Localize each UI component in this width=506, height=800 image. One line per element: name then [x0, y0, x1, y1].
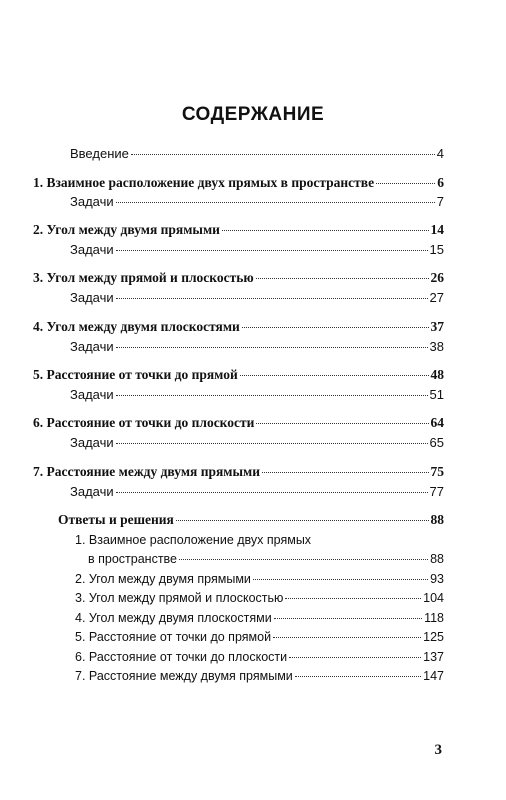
- toc-entry-label: 3. Угол между прямой и плоскостью: [75, 591, 284, 605]
- toc-entry: [70, 194, 444, 210]
- toc-leader-dots: [256, 278, 429, 279]
- toc-leader-dots: [116, 250, 428, 251]
- toc-leader-dots: [376, 183, 435, 184]
- toc-entry: [88, 551, 444, 567]
- toc-leader-dots: [116, 202, 435, 203]
- toc-entry-label: в пространстве: [88, 552, 177, 566]
- toc-entry: [75, 610, 444, 626]
- toc-entry-page: 77: [429, 484, 444, 499]
- toc-entry-page: 6: [437, 175, 444, 190]
- toc-entry-page: 125: [423, 630, 444, 644]
- toc-leader-dots: [116, 298, 428, 299]
- toc-entry-page: 93: [430, 572, 444, 586]
- toc-entry-page: 64: [430, 415, 444, 430]
- toc-entry-page: 75: [430, 464, 444, 479]
- toc-entry: [75, 532, 444, 548]
- toc-leader-dots: [116, 347, 428, 348]
- toc-entry-label: 6. Расстояние от точки до плоскости: [75, 650, 288, 664]
- toc-entry-label: Задачи: [70, 435, 114, 450]
- toc-leader-dots: [295, 676, 421, 677]
- toc-entry: [33, 415, 444, 431]
- toc-entry: [70, 242, 444, 258]
- toc-entry-label: Задачи: [70, 194, 114, 209]
- toc-entry-label: Задачи: [70, 290, 114, 305]
- toc-entry-label: 1. Взаимное расположение двух прямых в пространстве: [33, 175, 375, 190]
- toc-entry: [33, 367, 444, 383]
- toc-entry: [33, 464, 444, 480]
- toc-entry-page: 7: [436, 194, 444, 209]
- toc-entry-page: 27: [429, 290, 444, 305]
- toc-entry-page: 104: [423, 591, 444, 605]
- toc-leader-dots: [253, 579, 428, 580]
- toc-entry: [75, 649, 444, 665]
- toc-entry-page: 65: [429, 435, 444, 450]
- toc-entry: [70, 387, 444, 403]
- toc-entry-label: 7. Расстояние между двумя прямыми: [75, 669, 293, 683]
- toc-leader-dots: [116, 492, 428, 493]
- toc-entry: [75, 571, 444, 587]
- toc-leader-dots: [240, 375, 429, 376]
- page-number: 3: [434, 742, 442, 758]
- toc-leader-dots: [274, 618, 422, 619]
- toc-entry-label: 6. Расстояние от точки до плоскости: [33, 415, 255, 430]
- toc-leader-dots: [176, 520, 429, 521]
- toc-leader-dots: [289, 657, 421, 658]
- toc-entry-label: Задачи: [70, 339, 114, 354]
- toc-entry-label: Задачи: [70, 387, 114, 402]
- toc-entry: [70, 435, 444, 451]
- toc-entry-label: Ответы и решения: [58, 512, 174, 527]
- toc-entry-label: 2. Угол между двумя прямыми: [33, 222, 220, 237]
- toc-entry: [70, 484, 444, 500]
- toc-entry-page: 38: [429, 339, 444, 354]
- toc-leader-dots: [285, 598, 421, 599]
- toc-entry-label: 3. Угол между прямой и плоскостью: [33, 270, 254, 285]
- toc-entry-page: 14: [430, 222, 444, 237]
- toc-entry-page: 26: [430, 270, 444, 285]
- toc-leader-dots: [116, 395, 428, 396]
- toc-entry-label: Введение: [70, 146, 129, 161]
- toc-leader-dots: [242, 327, 429, 328]
- toc-entry-label: Задачи: [70, 484, 114, 499]
- toc-entry: [70, 339, 444, 355]
- toc-entry: [75, 668, 444, 684]
- toc-entry-page: 37: [430, 319, 444, 334]
- toc-entry: [70, 290, 444, 306]
- toc-entry-page: 48: [430, 367, 444, 382]
- toc-entry-label: 1. Взаимное расположение двух прямых: [75, 533, 312, 547]
- toc-entry: [33, 270, 444, 286]
- toc-entry: [33, 319, 444, 335]
- toc-entry-label: 4. Угол между двумя плоскостями: [33, 319, 240, 334]
- toc-entry: [75, 590, 444, 606]
- toc-entry-label: Задачи: [70, 242, 114, 257]
- toc-entry-page: 147: [423, 669, 444, 683]
- toc-entry-page: 88: [430, 552, 444, 566]
- toc-entry-label: 4. Угол между двумя плоскостями: [75, 611, 272, 625]
- toc-leader-dots: [179, 559, 428, 560]
- toc-entry: [75, 629, 444, 645]
- toc-leader-dots: [262, 472, 429, 473]
- toc-entry: [58, 512, 444, 528]
- toc-entry-label: 7. Расстояние между двумя прямыми: [33, 464, 260, 479]
- toc-entry-page: 51: [429, 387, 444, 402]
- toc-leader-dots: [273, 637, 421, 638]
- toc-entry-page: 4: [436, 146, 444, 161]
- toc-entry: [33, 222, 444, 238]
- toc-leader-dots: [131, 154, 435, 155]
- toc-entry-page: 137: [423, 650, 444, 664]
- page-title: СОДЕРЖАНИЕ: [181, 104, 325, 125]
- toc-leader-dots: [116, 443, 428, 444]
- toc-entry: [70, 146, 444, 162]
- toc-entry-label: 5. Расстояние от точки до прямой: [33, 367, 238, 382]
- toc-entry-page: 88: [430, 512, 444, 527]
- toc-entry-page: 118: [424, 611, 444, 625]
- toc-leader-dots: [222, 230, 429, 231]
- toc-entry: [33, 175, 444, 191]
- toc-entry-label: 2. Угол между двумя прямыми: [75, 572, 251, 586]
- toc-entry-page: 15: [429, 242, 444, 257]
- toc-leader-dots: [256, 423, 428, 424]
- toc-entry-label: 5. Расстояние от точки до прямой: [75, 630, 272, 644]
